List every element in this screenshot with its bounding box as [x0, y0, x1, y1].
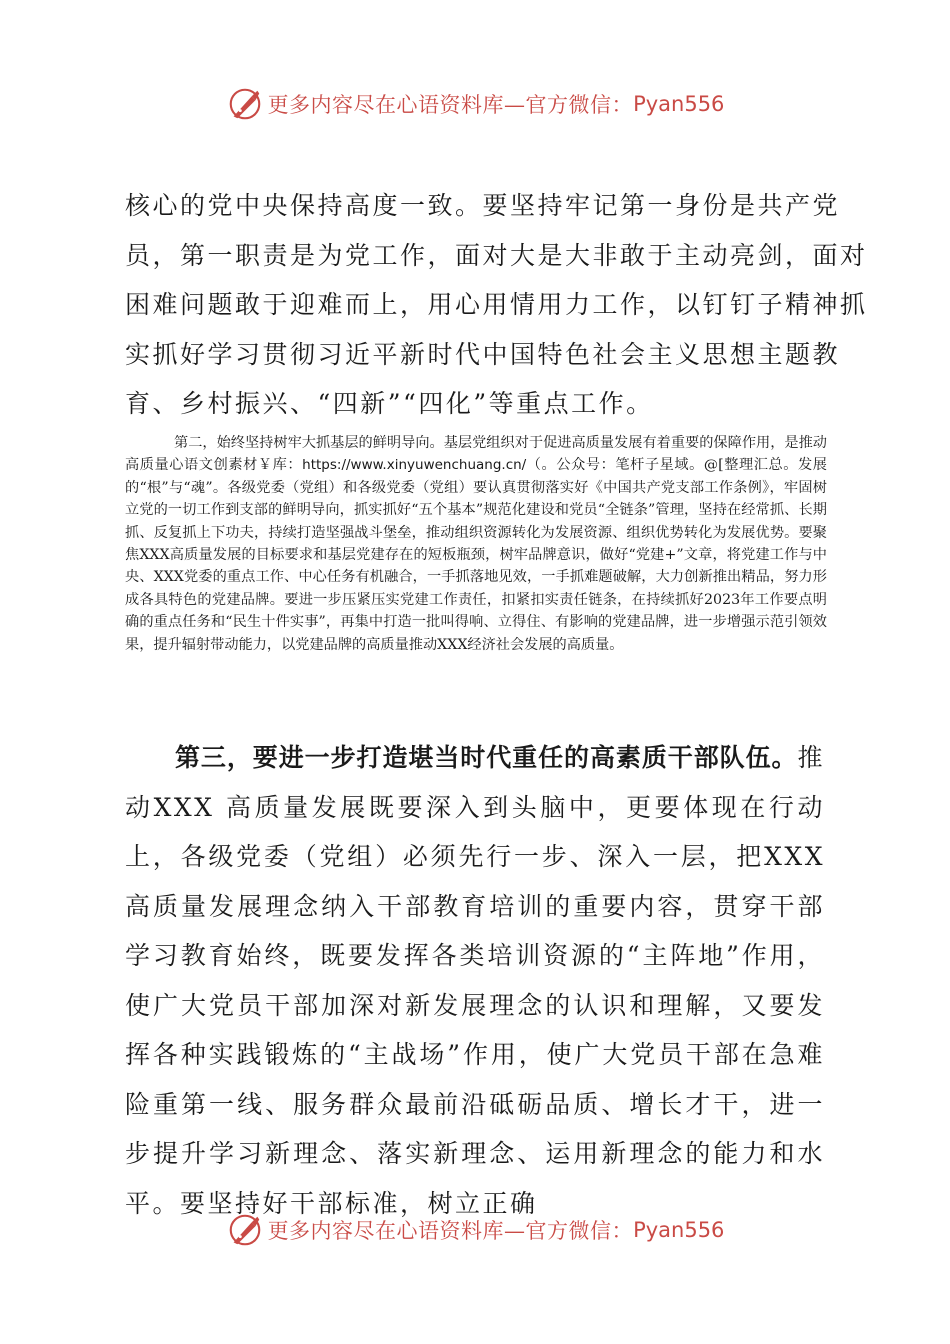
fountain-pen-logo-icon: [226, 1211, 264, 1249]
paragraph-2-part2: （。公众号：笔杆子星域。@[整理汇总。发展的“根”与“魂”。各级党委（党组）和各级党委（党组）要认真贯彻落实好《中国共产党支部工作条例》，牢固树立党的一切工作到支部的鲜明导向，抓实抓好“五个基本”规范化建设和党员“全链条”管理，坚持在经常抓、长期抓、反复抓上下功夫，持续打造坚强战斗堡垒，推动组织资源转化为发展资源、组织优势转化为发展优势。要聚焦XXX高质量发展的目标要求和基层党建存在的短板瓶颈，树牢品牌意识，做好“党建+”文章，将党建工作与中央、XXX党委的重点工作、中心任务有机融合，一手抓落地见效，一手抓难题破解，大力创新推出精品，努力形成各具特色的党建品牌。要进一步压紧压实党建工作责任，扣紧扣实责任链条，在持续抓好2023年工作要点明确的重点任务和“民生十件实事”，再集中打造一批叫得响、立得住、有影响的党建品牌，进一步增强示范引领效果，提升辐射带动能力，以党建品牌的高质量推动XXX经济社会发展的高质量。: [125, 457, 827, 653]
paragraph-3-heading: 第三，要进一步打造堪当时代重任的高素质干部队伍。: [175, 743, 798, 772]
paragraph-2: [125, 432, 827, 656]
header-banner: [0, 84, 950, 124]
wechat-id: Pyan556: [633, 1218, 725, 1242]
paragraph-2-url: https://www.xinyuwenchuang.cn/: [302, 457, 527, 474]
paragraph-1-line: 核心的党中央保持高度一致。要坚持牢记第一身份是共产党: [125, 191, 841, 220]
paragraph-3-body: 推动XXX 高质量发展既要深入到头脑中，更要体现在行动上，各级党委（党组）必须先行一步、深入一层，把XXX 高质量发展理念纳入干部教育培训的重要内容，贯穿干部学习教育始终，既要发挥各类培训资源的“主阵地”作用，使广大党员干部加深对新发展理念的认识和理解，又要发挥各种实践锻炼的“主战场”作用，使广大党员干部在急难险重第一线、服务群众最前沿砥砺品质、增长才干，进一步提升学习新理念、落实新理念、运用新理念的能力和水平。要坚持好干部标准，树立正确: [125, 743, 825, 1218]
paragraph-1-line: 育、乡村振兴、“四新”“四化”等重点工作。: [125, 389, 654, 418]
paragraph-1-line: 实抓好学习贯彻习近平新时代中国特色社会主义思想主题教: [125, 339, 841, 369]
banner-text: 更多内容尽在心语资料库—官方微信：: [267, 93, 634, 117]
paragraph-1: [125, 181, 868, 429]
fountain-pen-logo-icon: [226, 85, 264, 123]
paragraph-2-part1: 第二，始终坚持树牢大抓基层的鲜明导向。基层党组织对于促进高质量发展有着重要的保障作用，是推动高质量心语文创素材￥库：: [125, 435, 827, 474]
wechat-id: Pyan556: [633, 92, 725, 116]
paragraph-1-line: 困难问题敢于迎难而上，用心用情用力工作，以钉钉子精神抓: [125, 290, 868, 319]
footer-banner: [0, 1210, 950, 1250]
paragraph-3: [125, 733, 825, 1228]
banner-text: 更多内容尽在心语资料库—官方微信：: [267, 1219, 634, 1243]
paragraph-1-line: 员，第一职责是为党工作，面对大是大非敢于主动亮剑，面对: [125, 240, 868, 270]
